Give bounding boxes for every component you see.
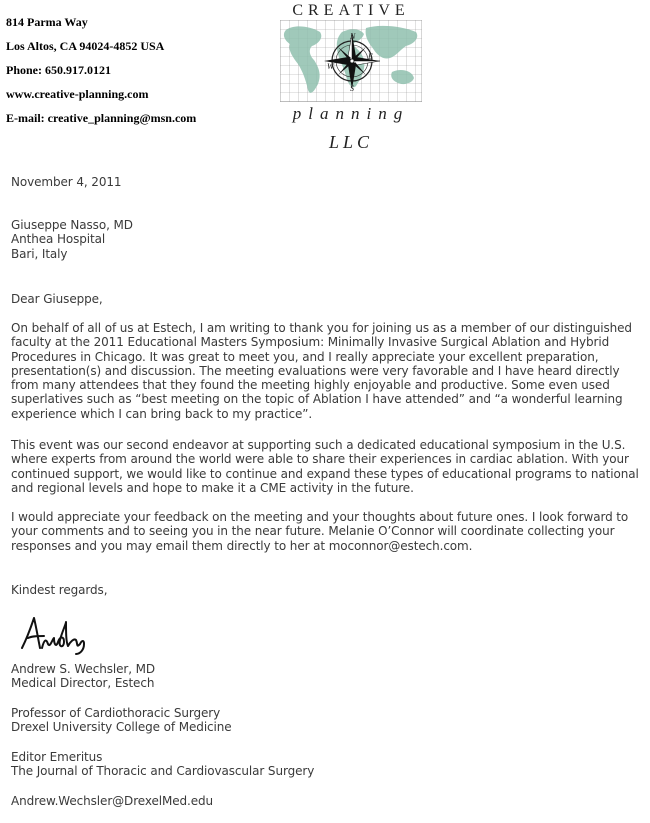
signer-role: Medical Director, Estech bbox=[11, 676, 155, 691]
closing: Kindest regards, bbox=[11, 583, 108, 597]
salutation: Dear Giuseppe, bbox=[11, 292, 103, 306]
signer-title-block bbox=[11, 706, 641, 735]
sender-address-block bbox=[6, 14, 196, 134]
signer-block bbox=[11, 662, 641, 691]
logo-word-creative: CREATIVE bbox=[292, 2, 410, 19]
sender-address-line2: Los Altos, CA 94024-4852 USA bbox=[6, 39, 165, 53]
signer-journal: The Journal of Thoracic and Cardiovascular Surgery bbox=[11, 764, 315, 779]
signer-editor-block bbox=[11, 750, 641, 779]
handwritten-signature bbox=[18, 614, 98, 656]
logo-word-planning: planning bbox=[292, 104, 410, 123]
compass-letter-w: W bbox=[327, 62, 334, 71]
letter-date: November 4, 2011 bbox=[11, 175, 122, 189]
body-paragraph-3: I would appreciate your feedback on the meeting and your thoughts about future ones. I look forward to your comments and to seeing you in the near future. Melanie O’Connor will coordinate collecting your responses and you may email them directly to her at moconnor@estech.com. bbox=[11, 510, 629, 553]
company-logo bbox=[276, 0, 426, 160]
sender-website: www.creative-planning.com bbox=[6, 87, 149, 101]
sender-address-line1: 814 Parma Way bbox=[6, 15, 88, 29]
logo-suffix-llc: LLC bbox=[328, 132, 374, 152]
sender-phone: Phone: 650.917.0121 bbox=[6, 63, 111, 77]
signer-institution: Drexel University College of Medicine bbox=[11, 720, 232, 735]
compass-letter-n: N bbox=[350, 32, 356, 41]
signer-name: Andrew S. Wechsler, MD bbox=[11, 662, 156, 676]
compass-letter-e: E bbox=[368, 52, 373, 61]
compass-letter-s: S bbox=[350, 84, 354, 93]
body-paragraph-2: This event was our second endeavor at supporting such a dedicated educational symposium in the U.S. where experts from around the world were able to share their experiences in cardiac ablation. With your continued support, we would like to continue and expand these types of educational programs to national and regional levels and hope to make it a CME activity in the future. bbox=[11, 438, 639, 495]
signer-email: Andrew.Wechsler@DrexelMed.edu bbox=[11, 794, 214, 808]
sender-email: E-mail: creative_planning@msn.com bbox=[6, 111, 197, 125]
recipient-name: Giuseppe Nasso, MD bbox=[11, 218, 133, 232]
signer-editor-title: Editor Emeritus bbox=[11, 750, 103, 764]
recipient-organization: Anthea Hospital bbox=[11, 232, 106, 247]
recipient-block bbox=[11, 218, 641, 261]
body-paragraph-1: On behalf of all of us at Estech, I am writing to thank you for joining us as a member of our distinguished faculty at the 2011 Educational Masters Symposium: Minimally Invasive Surgical Ablation and Hybrid Procedures in Chicago. It was great to meet you, and I really appreciate your excellent preparation, presentation(s) and discussion. The meeting evaluations were very favorable and I have heard directly from many attendees that they found the meeting highly enjoyable and productive. Some even used superlatives such as “best meeting on the topic of Ablation I have attended” and “a wonderful learning experience which I can bring back to my practice”. bbox=[11, 321, 632, 421]
world-map-compass-icon bbox=[280, 20, 422, 102]
signer-title: Professor of Cardiothoracic Surgery bbox=[11, 706, 221, 720]
recipient-location: Bari, Italy bbox=[11, 246, 68, 261]
